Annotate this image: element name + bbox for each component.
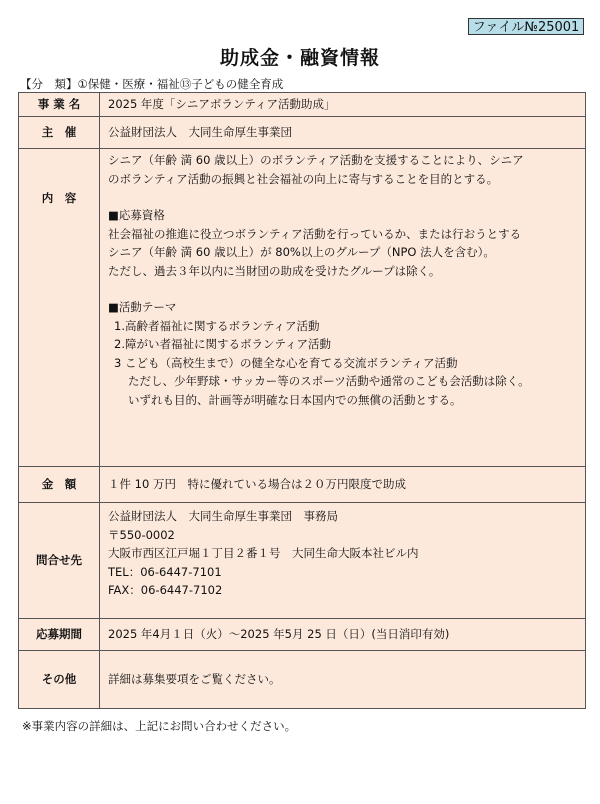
theme-item: 1.高齢者福祉に関するボランティア活動 — [114, 318, 320, 333]
content-heading-theme: ■活動テーマ — [108, 300, 177, 314]
content-line: シニア（年齢 満 60 歳以上）が 80%以上のグループ（NPO 法人を含む）。 — [108, 245, 495, 259]
theme-note: いずれも目的、計画等が明確な日本国内での無償の活動とする。 — [128, 392, 462, 407]
page-title: 助成金・融資情報 — [219, 47, 380, 69]
value-project: 2025 年度「シニアボランティア活動助成」 — [100, 93, 586, 117]
footnote: ※事業内容の詳細は、上記にお問い合わせください。 — [22, 719, 297, 733]
content-heading-eligibility: ■応募資格 — [108, 208, 165, 222]
label-period: 応募期間 — [19, 619, 100, 651]
theme-note: ただし、少年野球・サッカー等のスポーツ活動や通常のこども会活動は除く。 — [128, 374, 530, 388]
label-project: 事 業 名 — [19, 93, 100, 117]
label-contact: 問合せ先 — [19, 503, 100, 619]
content-line: 社会福祉の推進に役立つボランティア活動を行っているか、または行おうとする — [108, 226, 522, 241]
file-number-badge: ファイル№25001 — [468, 18, 584, 35]
row-project — [19, 93, 586, 117]
value-content — [100, 149, 586, 467]
contact-tel: TEL：06-6447-7101 — [108, 564, 222, 579]
row-content — [19, 149, 586, 467]
theme-item: 3 こども（高校生まで）の健全な心を育てる交流ボランティア活動 — [114, 355, 458, 370]
category-line: 【分 類】①保健・医療・福祉⑬子どもの健全育成 — [20, 77, 284, 91]
contact-postal: 〒550-0002 — [108, 527, 175, 542]
content-line: シニア（年齢 満 60 歳以上）のボランティア活動を支援することにより、シニア — [108, 153, 524, 167]
value-host: 公益財団法人 大同生命厚生事業団 — [100, 117, 586, 149]
row-period — [19, 619, 586, 651]
value-period: 2025 年4月１日（火）～2025 年5月 25 日（日）(当日消印有効) — [100, 619, 586, 651]
label-host: 主 催 — [19, 117, 100, 149]
row-contact — [19, 503, 586, 619]
label-content: 内 容 — [19, 149, 100, 467]
label-other: その他 — [19, 651, 100, 709]
row-host — [19, 117, 586, 149]
contact-org: 公益財団法人 大同生命厚生事業団 事務局 — [108, 509, 338, 523]
content-line: のボランティア活動の振興と社会福祉の向上に寄与することを目的とする。 — [108, 171, 499, 186]
value-other: 詳細は募集要項をご覧ください。 — [100, 651, 586, 709]
theme-item: 2.障がい者福祉に関するボランティア活動 — [114, 337, 332, 351]
row-amount — [19, 467, 586, 503]
content-line: ただし、過去３年以内に当財団の助成を受けたグループは除く。 — [108, 263, 441, 278]
row-other — [19, 651, 586, 709]
value-contact — [100, 503, 586, 619]
contact-address: 大阪市西区江戸堀１丁目２番１号 大同生命大阪本社ビル内 — [108, 546, 419, 560]
value-amount: １件 10 万円 特に優れている場合は２０万円限度で助成 — [100, 467, 586, 503]
info-table — [18, 92, 586, 709]
contact-fax: FAX：06-6447-7102 — [108, 583, 223, 597]
label-amount: 金 額 — [19, 467, 100, 503]
